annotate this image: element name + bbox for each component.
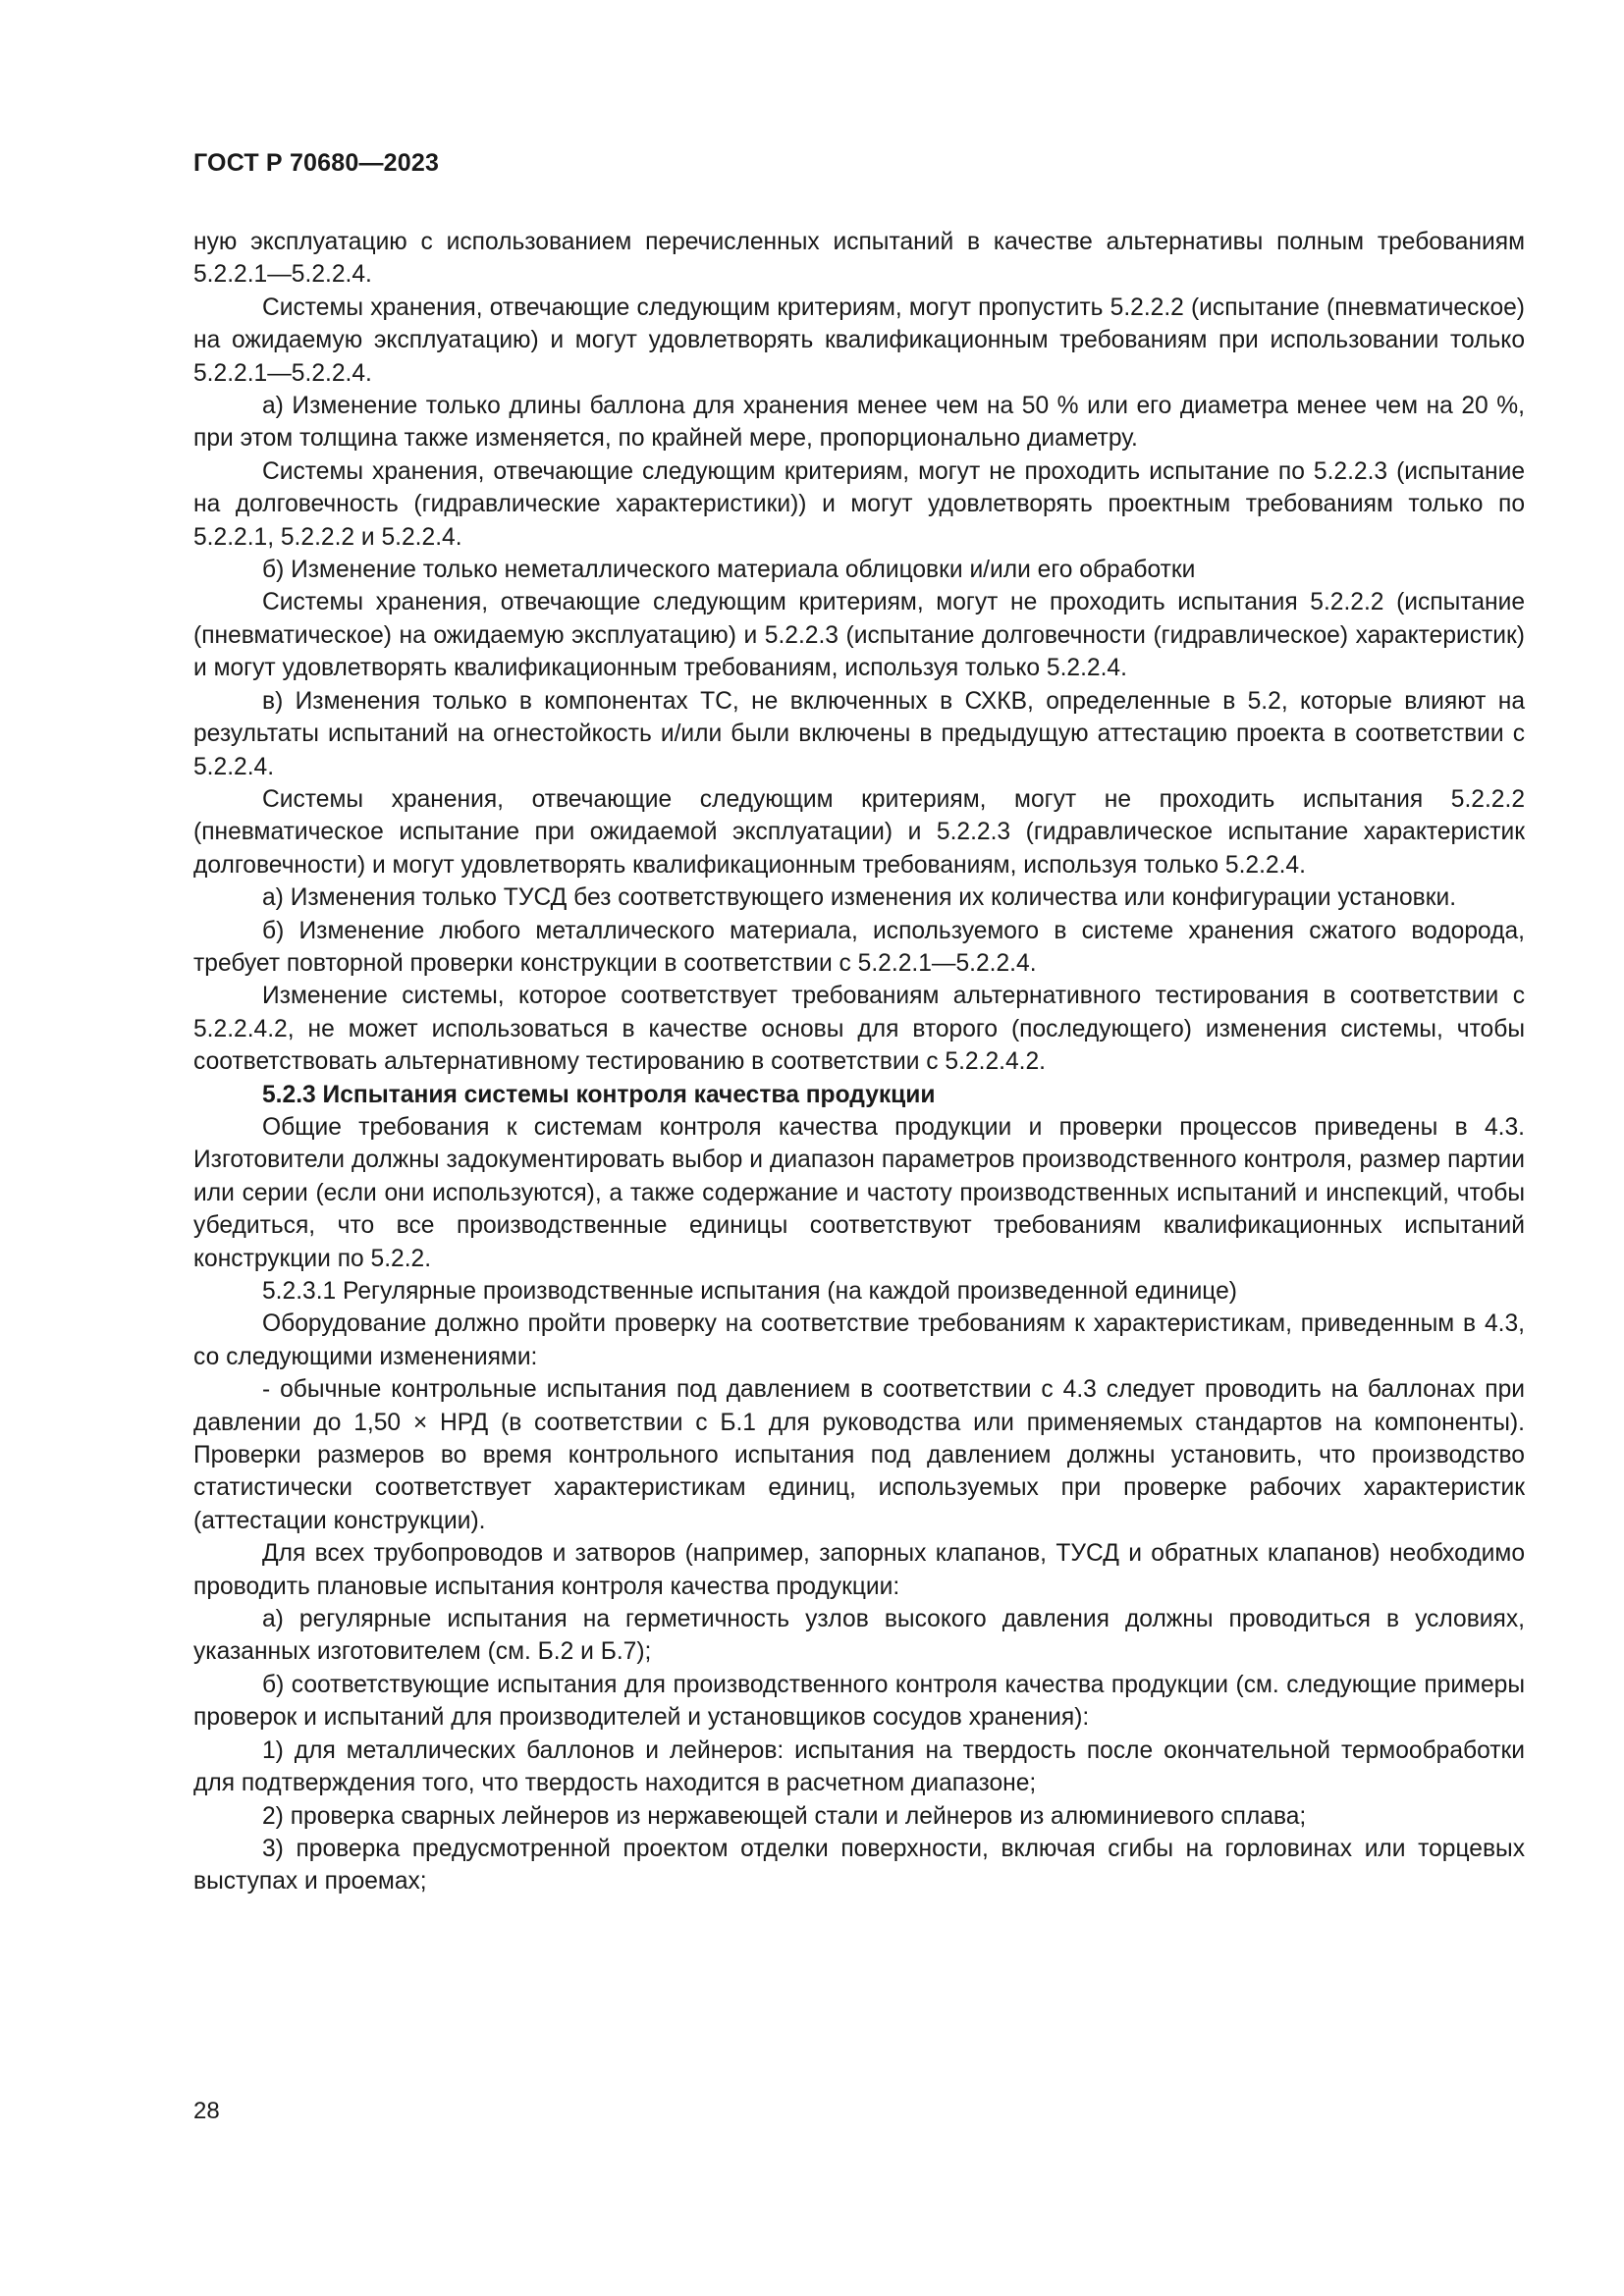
- paragraph: б) Изменение только неметаллического материала облицовки и/или его обработки: [262, 557, 1196, 584]
- paragraph: Системы хранения, отвечающие следующим критериям, могут не проходить испытание по 5.2.2.3 (испытание на долговечность (гидравлические характеристики)) и могут удовлетворять проектным требованиям только по 5.2.2.1, 5.2.2.2 и 5.2.2.4.: [193, 457, 1525, 551]
- paragraph: Общие требования к системам контроля качества продукции и проверки процессов приведены в 4.3. Изготовители должны задокументировать выбор и диапазон параметров производственного контроля, размер партии или серии (если они используются), а также содержание и частоту производственных испытаний и инспекций, чтобы убедиться, что все производственные единицы соответствуют требованиям квалификационных испытаний конструкции по 5.2.2.: [193, 1113, 1525, 1272]
- paragraph: Системы хранения, отвечающие следующим критериям, могут пропустить 5.2.2.2 (испытание (пневматическое) на ожидаемую эксплуатацию) и могут удовлетворять квалификационным требованиям при использовании только 5.2.2.1—5.2.2.4.: [193, 294, 1525, 387]
- paragraph: б) соответствующие испытания для производственного контроля качества продукции (см. следующие примеры проверок и испытаний для производителей и установщиков сосудов хранения):: [193, 1671, 1525, 1732]
- page-number: 28: [193, 2098, 220, 2124]
- paragraph: в) Изменения только в компонентах ТС, не включенных в СХКВ, определенные в 5.2, которые влияют на результаты испытаний на огнестойкость и/или были включены в предыдущую аттестацию проекта в соответствии с 5.2.2.4.: [193, 687, 1525, 780]
- paragraph: Изменение системы, которое соответствует требованиям альтернативного тестирования в соответствии с 5.2.2.4.2, не может использоваться в качестве основы для второго (последующего) изменения системы, чтобы соответствовать альтернативному тестированию в соответствии с 5.2.2.4.2.: [193, 983, 1525, 1076]
- section-heading: 5.2.3 Испытания системы контроля качества продукции: [262, 1081, 936, 1108]
- paragraph: а) регулярные испытания на герметичность узлов высокого давления должны проводиться в условиях, указанных изготовителем (см. Б.2 и Б.7);: [193, 1606, 1525, 1666]
- paragraph: Системы хранения, отвечающие следующим критериям, могут не проходить испытания 5.2.2.2 (пневматическое испытание при ожидаемой эксплуатации) и 5.2.2.3 (гидравлическое испытание характеристик долговечности) и могут удовлетворять квалификационным требованиям, используя только 5.2.2.4.: [193, 785, 1525, 879]
- paragraph: 3) проверка предусмотренной проектом отделки поверхности, включая сгибы на горловинах или торцевых выступах и проемах;: [193, 1835, 1525, 1896]
- paragraph: Оборудование должно пройти проверку на соответствие требованиям к характеристикам, приведенным в 4.3, со следующими изменениями:: [193, 1310, 1525, 1370]
- paragraph: Для всех трубопроводов и затворов (например, запорных клапанов, ТУСД и обратных клапанов) необходимо проводить плановые испытания контроля качества продукции:: [193, 1540, 1525, 1600]
- paragraph: ную эксплуатацию с использованием перечисленных испытаний в качестве альтернативы полным требованиям 5.2.2.1—5.2.2.4.: [193, 229, 1525, 289]
- paragraph: - обычные контрольные испытания под давлением в соответствии с 4.3 следует проводить на баллонах при давлении до 1,50 × НРД (в соответствии с Б.1 для руководства или применяемых стандартов на компоненты). Проверки размеров во время контрольного испытания под давлением должны установить, что производство статистически соответствует характеристикам единиц, используемых при проверке рабочих характеристик (аттестации конструкции).: [193, 1376, 1525, 1534]
- paragraph: б) Изменение любого металлического материала, используемого в системе хранения сжатого водорода, требует повторной проверки конструкции в соответствии с 5.2.2.1—5.2.2.4.: [193, 917, 1525, 977]
- paragraph: 5.2.3.1 Регулярные производственные испытания (на каждой произведенной единице): [262, 1278, 1237, 1305]
- paragraph: 1) для металлических баллонов и лейнеров: испытания на твердость после окончательной термообработки для подтверждения того, что твердость находится в расчетном диапазоне;: [193, 1736, 1525, 1797]
- paragraph: Системы хранения, отвечающие следующим критериям, могут не проходить испытания 5.2.2.2 (испытание (пневматическое) на ожидаемую эксплуатацию) и 5.2.2.3 (испытание долговечности (гидравлическое) характеристик) и могут удовлетворять квалификационным требованиям, используя только 5.2.2.4.: [193, 589, 1525, 682]
- paragraph: 2) проверка сварных лейнеров из нержавеющей стали и лейнеров из алюминиевого сплава;: [262, 1802, 1307, 1830]
- page-header-doc-id: ГОСТ Р 70680—2023: [193, 149, 440, 177]
- paragraph: а) Изменение только длины баллона для хранения менее чем на 50 % или его диаметра менее чем на 20 %, при этом толщина также изменяется, по крайней мере, пропорционально диаметру.: [193, 393, 1525, 453]
- paragraph: а) Изменения только ТУСД без соответствующего изменения их количества или конфигурации установки.: [262, 884, 1457, 912]
- document-body: [193, 226, 1525, 1898]
